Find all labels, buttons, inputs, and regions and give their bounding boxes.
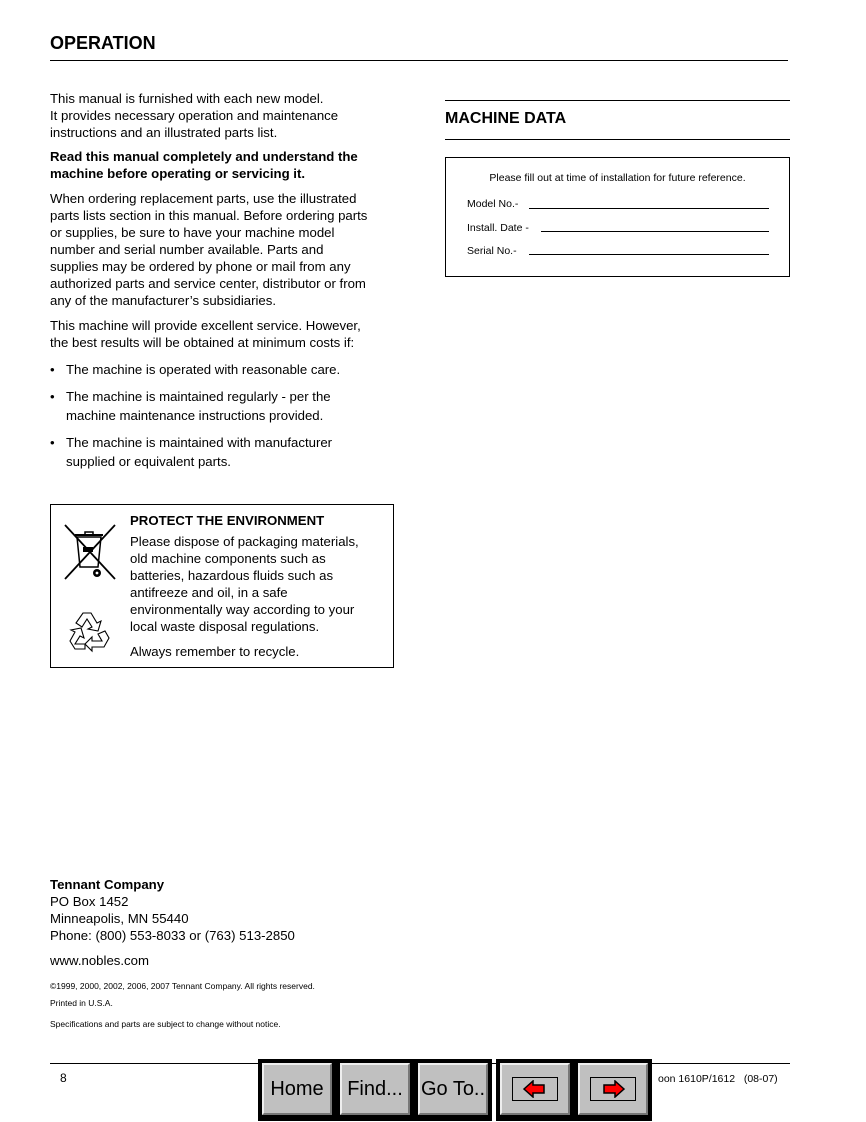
intro-line: instructions and an illustrated parts list.	[50, 125, 278, 140]
bullet-line: supplied or equivalent parts.	[66, 454, 231, 469]
printed-in: Printed in U.S.A.	[50, 998, 113, 1008]
document-reference: oon 1610P/1612 (08-07)	[658, 1073, 778, 1085]
home-button[interactable]	[258, 1059, 336, 1121]
arrow-right-icon	[600, 1080, 626, 1098]
parts-line: parts lists section in this manual. Before ordering parts	[50, 208, 368, 223]
bullet-line: machine maintenance instructions provided.	[66, 408, 324, 423]
bullet-line: The machine is maintained regularly - per the	[66, 389, 331, 404]
address-line: Phone: (800) 553-8033 or (763) 513-2850	[50, 928, 295, 943]
find-label: Find...	[340, 1063, 410, 1115]
model-no-field[interactable]	[529, 208, 769, 209]
serial-no-label: Serial No.-	[467, 245, 517, 257]
copyright: ©1999, 2000, 2002, 2006, 2007 Tennant Company. All rights reserved.	[50, 981, 315, 991]
company-name: Tennant Company	[50, 877, 165, 892]
parts-line: any of the manufacturer’s subsidiaries.	[50, 293, 277, 308]
environment-closing: Always remember to recycle.	[130, 644, 300, 659]
arrow-frame	[590, 1077, 636, 1101]
next-face	[578, 1063, 648, 1115]
next-page-button[interactable]	[574, 1059, 652, 1121]
environment-line: environmentally way according to your	[130, 602, 355, 617]
page-number: 8	[60, 1071, 67, 1085]
previous-page-button[interactable]	[496, 1059, 574, 1121]
warning-line: Read this manual completely and understand the	[50, 149, 358, 164]
arrow-frame	[512, 1077, 558, 1101]
machine-data-bottom-rule	[445, 139, 790, 140]
bullet-line: The machine is maintained with manufacturer	[66, 435, 333, 450]
environment-line: local waste disposal regulations.	[130, 619, 320, 634]
form-instruction: Please fill out at time of installation for future reference.	[489, 172, 746, 184]
install-date-label: Install. Date -	[467, 222, 529, 234]
title-rule	[50, 60, 788, 61]
arrow-left-icon	[522, 1080, 548, 1098]
environment-line: antifreeze and oil, in a safe	[130, 585, 288, 600]
environment-line: batteries, hazardous fluids such as	[130, 568, 334, 583]
model-no-label: Model No.-	[467, 198, 519, 210]
page-title: OPERATION	[50, 33, 156, 53]
bullet-line: The machine is operated with reasonable care.	[66, 362, 341, 377]
environment-title: PROTECT THE ENVIRONMENT	[130, 513, 325, 528]
service-line: This machine will provide excellent service. However,	[50, 318, 361, 333]
bullet-icon: •	[50, 389, 55, 404]
parts-line: When ordering replacement parts, use the illustrated	[50, 191, 357, 206]
company-website[interactable]: www.nobles.com	[50, 953, 149, 968]
recycle-icon	[65, 607, 113, 655]
install-date-field[interactable]	[541, 231, 769, 232]
change-notice: Specifications and parts are subject to change without notice.	[50, 1019, 281, 1029]
machine-data-title: MACHINE DATA	[445, 110, 567, 127]
goto-button[interactable]	[414, 1059, 492, 1121]
goto-label: Go To..	[418, 1063, 488, 1115]
environment-line: Please dispose of packaging materials,	[130, 534, 359, 549]
machine-data-top-rule	[445, 100, 790, 101]
address-line: Minneapolis, MN 55440	[50, 911, 189, 926]
parts-line: authorized parts and service center, distributor or from	[50, 276, 366, 291]
intro-line: It provides necessary operation and maintenance	[50, 108, 339, 123]
find-button[interactable]	[336, 1059, 414, 1121]
parts-line: supplies may be ordered by phone or mail from any	[50, 259, 351, 274]
home-label: Home	[262, 1063, 332, 1115]
bullet-icon: •	[50, 362, 55, 377]
parts-line: or supplies, be sure to have your machine model	[50, 225, 335, 240]
crossed-out-bin-icon	[63, 523, 119, 583]
bullet-icon: •	[50, 435, 55, 450]
serial-no-field[interactable]	[529, 254, 769, 255]
address-line: PO Box 1452	[50, 894, 129, 909]
warning-line: machine before operating or servicing it.	[50, 166, 306, 181]
intro-line: This manual is furnished with each new model.	[50, 91, 324, 106]
parts-line: number and serial number available. Parts and	[50, 242, 324, 257]
service-line: the best results will be obtained at minimum costs if:	[50, 335, 355, 350]
environment-line: old machine components such as	[130, 551, 326, 566]
previous-face	[500, 1063, 570, 1115]
